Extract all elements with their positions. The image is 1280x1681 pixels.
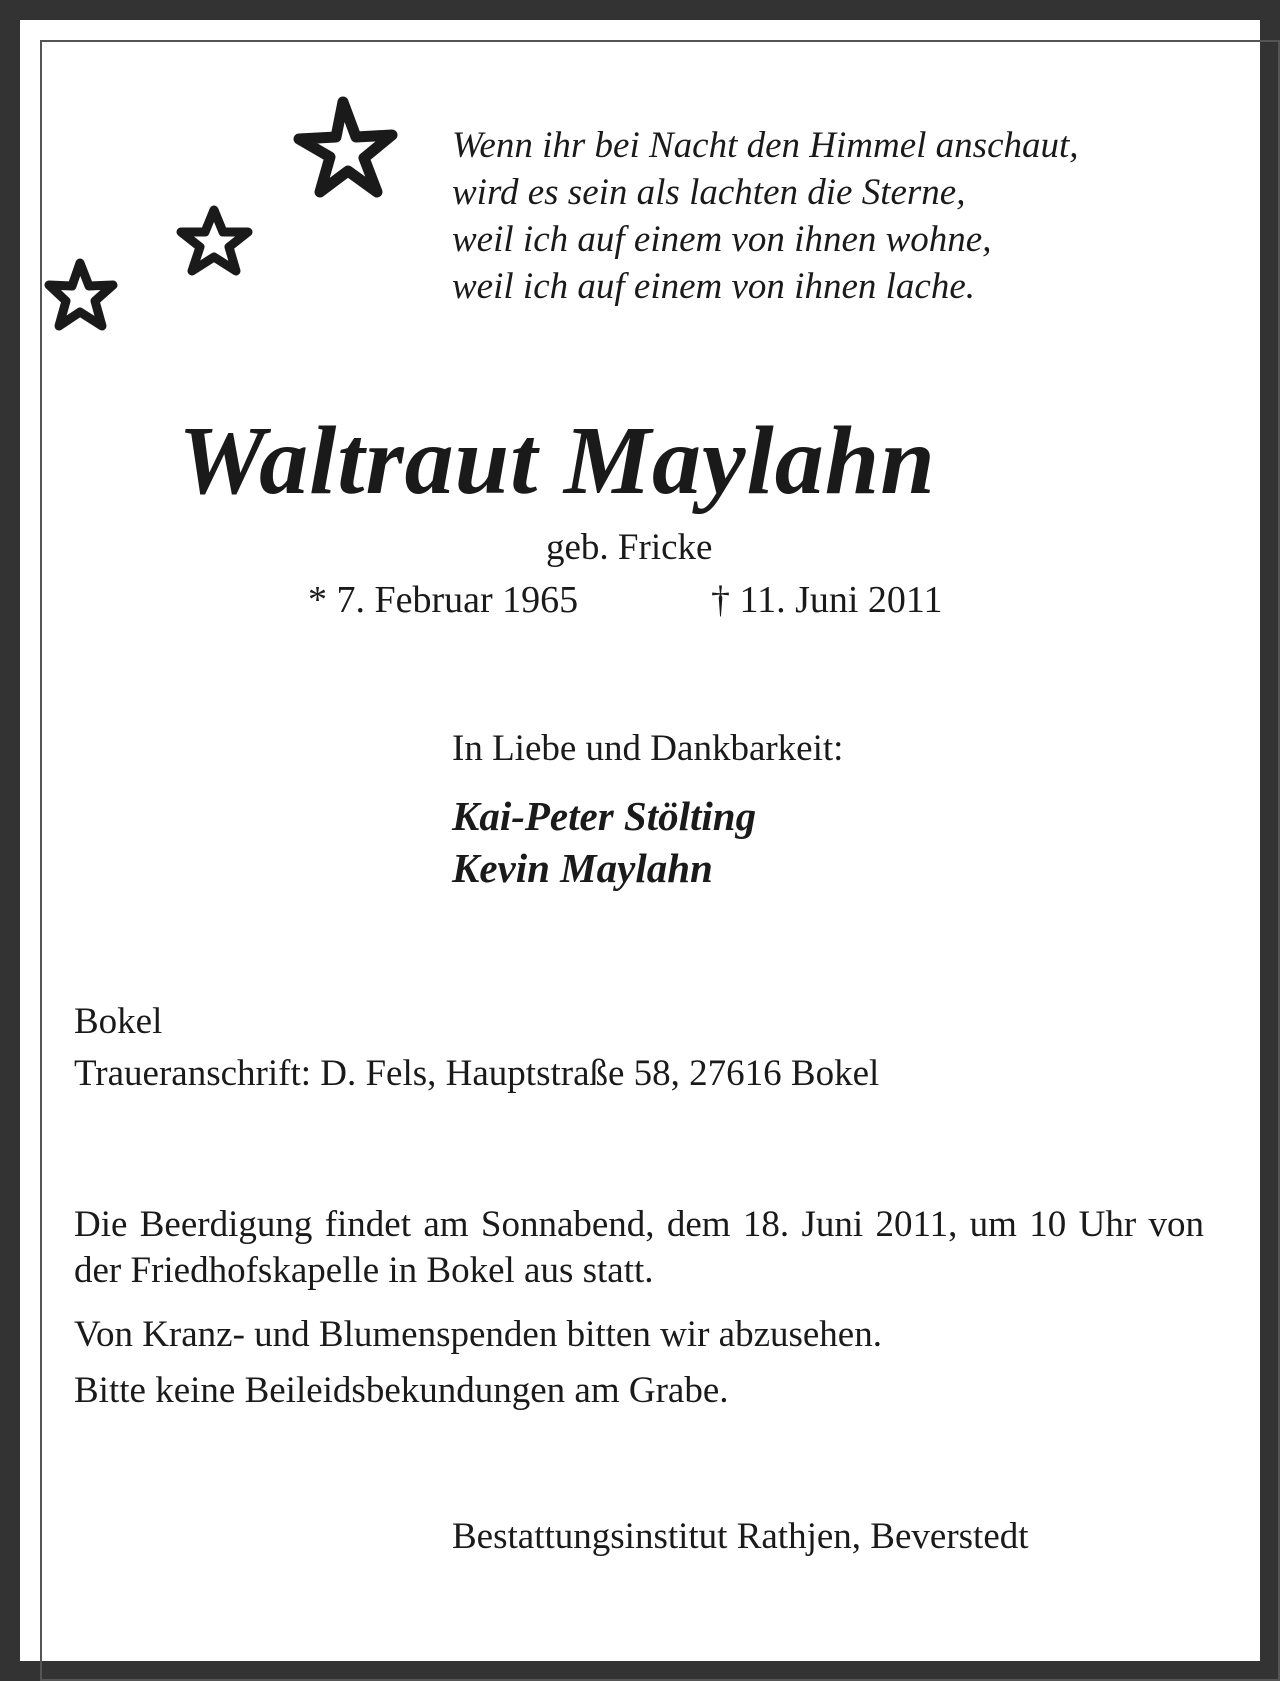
flowers-notice: Von Kranz- und Blumenspenden bitten wir abzusehen. (74, 1314, 882, 1355)
deceased-name: Waltraut Maylahn (178, 407, 936, 515)
poem (452, 122, 1079, 310)
place-name: Bokel (74, 1001, 163, 1042)
burial-notice: Die Beerdigung findet am Sonnabend, dem 18. Juni 2011, um 10 Uhr von der Friedhofskapelle in Bokel aus statt. (74, 1204, 1204, 1291)
condolences-notice: Bitte keine Beileidsbekundungen am Grabe. (74, 1370, 729, 1411)
undertaker: Bestattungsinstitut Rathjen, Beverstedt (452, 1516, 1029, 1557)
poem-line: weil ich auf einem von ihnen wohne, (452, 219, 992, 260)
deceased-name-block (0, 406, 1280, 516)
star-large-icon (299, 102, 392, 192)
address-block (74, 996, 879, 1100)
mourner-name: Kai-Peter Stölting (452, 793, 757, 839)
poem-line: Wenn ihr bei Nacht den Himmel anschaut, (452, 125, 1079, 166)
mourner-name: Kevin Maylahn (452, 845, 713, 891)
additional-notices (74, 1307, 882, 1419)
star-medium-icon (181, 210, 248, 271)
mourners-list (452, 790, 756, 894)
birth-date: * 7. Februar 1965 (308, 579, 579, 621)
star-small-icon (49, 263, 113, 326)
mourners-intro: In Liebe und Dankbarkeit: (452, 728, 844, 769)
mourning-address: Traueranschrift: D. Fels, Hauptstraße 58, 27616 Bokel (74, 1053, 880, 1094)
maiden-name: geb. Fricke (546, 527, 713, 568)
poem-line: wird es sein als lachten die Sterne, (452, 172, 966, 213)
poem-line: weil ich auf einem von ihnen lache. (452, 266, 975, 307)
death-date: † 11. Juni 2011 (711, 579, 943, 621)
